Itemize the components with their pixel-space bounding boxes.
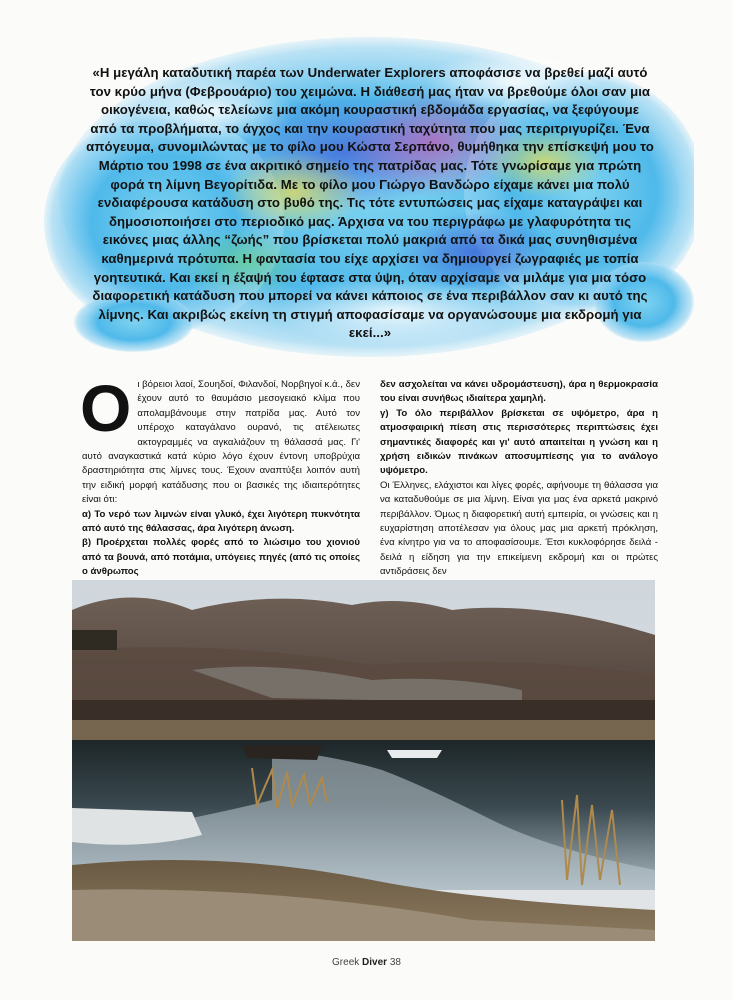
page-footer (0, 957, 733, 968)
point-a: α) Το νερό των λιμνών είναι γλυκό, έχει λιγότερη πυκνότητα από αυτό της θάλασσας, άρα λιγότερη άνωση. (82, 508, 360, 535)
paragraph-intro: ι βόρειοι λαοί, Σουηδοί, Φιλανδοί, Νορβηγοί κ.ά., δεν έχουν αυτό το θαυμάσιο μεσογειακό κλίμα που απολαμβάνουμε στην πατρίδα μας. Αυτό τον υπέροχο καταγάλανο ουρανό, τις ατέλειωτες ακτογραμμές να αγκαλιάζουν τη θάλασσά μας. Γι' αυτό αναγκαστικά κατά κύριο λόγο έχουν έντονη υποβρύχια δραστηριότητα στις λίμνες τους. Έχουν αναπτύξει λοιπόν αυτή την ειδική μορφή κατάδυσης που οι βασικές της ιδιαιτερότητες είναι ότι: (82, 379, 360, 506)
paragraph-greeks: Οι Έλληνες, ελάχιστοι και λίγες φορές, αφήνουμε τη θάλασσα για να καταδυθούμε σε μια λίμνη. Είναι για μας ένα αρκετά μακρινό περιβάλλον. Όμως η διαφορετική αυτή εμπειρία, οι γνώσεις και η ευχαρίστηση αποτέλεσαν για όλους μας μια αρκετή πρόκληση, ένα κίνητρο για να το αποφασίσουμε. Έτσι κυκλοφόρησε δειλά - δειλά η είδηση για την επικείμενη εκδρομή και οι πρώτες αντιδράσεις δεν (380, 479, 658, 578)
column-right (380, 378, 658, 580)
magazine-name: Greek Diver (332, 957, 388, 968)
point-c: γ) Το όλο περιβάλλον βρίσκεται σε υψόμετρο, άρα η ατμοσφαιρική πίεση στις περισσότερες περιπτώσεις έχει σημαντικές διαφορές και γι' αυτό απαιτείται η γνώση και η χρήση ειδικών πινάκων αποσυμπίεσης για το ανάλογο υψόμετρο. (380, 407, 658, 477)
column-left (80, 371, 360, 580)
dropcap: Ο (80, 371, 132, 445)
intro-quote: «Η μεγάλη καταδυτική παρέα των Underwater Explorers αποφάσισε να βρεθεί μαζί αυτό τον κρύο μήνα (Φεβρουάριο) του χειμώνα. Η διάθεσή μας ήταν να βρεθούμε όλοι σαν μια οικογένεια, καθώς τελείωνε μια ακόμη κουραστική εβδομάδα εργασίας, να ξεφύγουμε από τα προβλήματα, το άγχος και την κουραστική ταχύτητα που μας περιτριγυρίζει. Ένα απόγευμα, συνομιλώντας με το φίλο μου Κώστα Σερπάνο, θυμήθηκα την επίσκεψή μου το Μάρτιο του 1998 σε ένα ακριτικό σημείο της πατρίδας μας. Τότε γνωρίσαμε για πρώτη φορά τη λίμνη Βεγορίτιδα. Με το φίλο μου Γιώργο Βανδώρο είχαμε κάνει μια πολύ ενδιαφέρουσα κατάδυση στο βυθό της. Τις τότε εντυπώσεις μας είχαμε καταγράψει και δημοσιοποιήσει στο περιοδικό μας. Άρχισα να του περιγράφω με γλαφυρότητα τις εικόνες μιας άλλης “ζωής” που βρίσκεται πολύ μακριά από τα δικά μας συνηθισμένα καθημερινά πρότυπα. Η φαντασία του είχε αρχίσει να δημιουργεί ζωγραφιές με τοπία γοητευτικά. Και εκεί η έξαψή του έφτασε στα ύψη, όταν αρχίσαμε να μιλάμε για μια τόσο διαφορετική κατάδυση που μπορεί να κάνει κάποιος σε ένα περιβάλλον σαν κι αυτό της λίμνης. Και ακριβώς εκείνη τη στιγμή αποφασίσαμε να οργανώσουμε μια εκδρομή για εκεί...» (86, 65, 654, 341)
point-b-continued: δεν ασχολείται να κάνει υδρομάστευση), άρα η θερμοκρασία του είναι συνήθως ιδιαίτερα χαμηλή. (380, 379, 658, 405)
point-b: β) Προέρχεται πολλές φορές από το λιώσιμο του χιονιού από τα βουνά, από ποτάμια, υπόγειες πηγές (από τις οποίες ο άνθρωπος (82, 537, 360, 578)
intro-block (44, 22, 694, 367)
article-body (80, 371, 658, 578)
page-number: 38 (389, 957, 401, 968)
lake-photo (72, 580, 655, 941)
